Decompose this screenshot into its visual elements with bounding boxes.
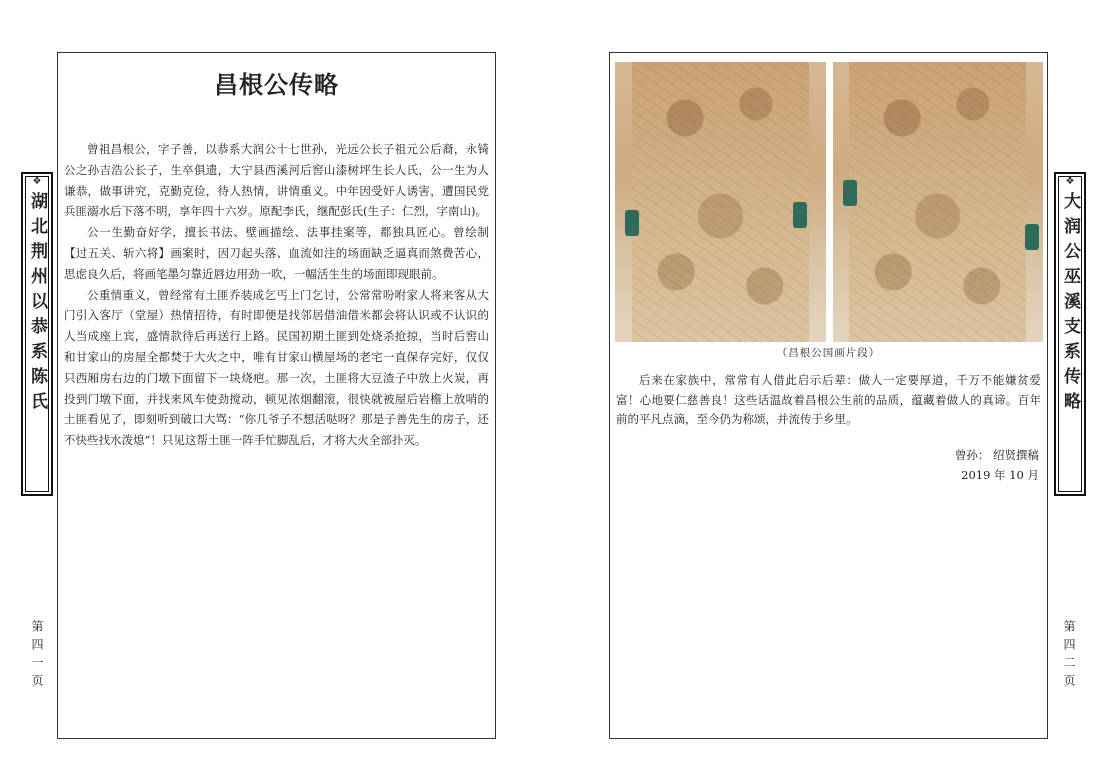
paragraph: 曾祖昌根公，字子善，以恭系大润公十七世孙，光远公长子祖元公后裔，永锜公之孙吉浩公长子，生卒俱遗，大宁县西溪河后窖山漆树坪生长人氏，公一生为人谦恭，做事讲究，克勤克俭，待人热情，讲情重义。中年因受奸人诱害，遭国民党兵匪溺水后下落不明，享年四十六岁。原配李氏，继配彭氏(生子：仁烈，字南山)。 (64, 142, 489, 219)
side-tab-left (21, 172, 53, 496)
ornament-icon: ❖ (32, 175, 42, 187)
painting-scroll-image (833, 62, 1044, 342)
date-line: 2019 年 10 月 (961, 467, 1039, 482)
left-body-text (64, 139, 489, 451)
left-page (57, 52, 496, 739)
author-line: 曾孙： 绍贤撰稿 (954, 448, 1039, 462)
side-tab-right (1054, 172, 1086, 496)
right-page (609, 52, 1048, 739)
paragraph: 后来在家族中，常常有人借此启示后辈：做人一定要厚道，千万不能嫌贫爱富！心地要仁慈善良！这些话温故着昌根公生前的品质，蕴藏着做人的真谛。百年前的平凡点滴，至今仍为称颂，并流传于乡里。 (616, 373, 1041, 426)
signature-block (955, 446, 1039, 485)
side-tab-text: 大润公巫溪支系传略 (1060, 192, 1080, 417)
image-caption: （昌根公国画片段） (776, 347, 881, 359)
ornament-icon: ❖ (1065, 175, 1075, 187)
right-body-text (616, 371, 1041, 430)
page-number-right: 第四二页 (1062, 620, 1076, 692)
painting-photos (615, 62, 1043, 342)
painting-scroll-image (615, 62, 826, 342)
page-number-left: 第四一页 (30, 620, 44, 692)
paragraph: 公重情重义，曾经常有土匪乔装成乞丐上门乞讨，公常常吩咐家人将来客从大门引入客厅（堂屋）热情招待，有时即便是找邻居借油借米都会将认识或不认识的人当成座上宾，盛情款待后再送行上路。民国初期土匪到处烧杀抢掠，当时后窖山和甘家山的房屋全都焚于大火之中，唯有甘家山横屋场的老宅一直保存完好，仅仅只西厢房右边的门墩下面留下一块烧疤。那一次，土匪将大豆渣子中放上火炭，再投到门墩下面，并找来风车使劲搅动，顿见浓烟翻滚，很快就被屋后岩檐上放哨的土匪看见了，即刻听到破口大骂：“你几爷子不想活哒呀？那是子善先生的房子，还不快些找水泼熄”！只见这帮土匪一阵手忙脚乱后，才将大火全部扑灭。 (64, 287, 489, 448)
page-title: 昌根公传略 (214, 71, 339, 99)
paragraph: 公一生勤奋好学，擅长书法、壁画描绘、法事挂案等，都独具匠心。曾绘制【过五关、斩六将】画案时，因刀起头落、血流如注的场面缺乏逼真而煞费苦心，思虑良久后，将画笔墨匀靠近唇边用劲一吹，一幅活生生的场面即现眼前。 (64, 225, 489, 281)
side-tab-text: 湖北荆州以恭系陈氏 (27, 192, 47, 417)
